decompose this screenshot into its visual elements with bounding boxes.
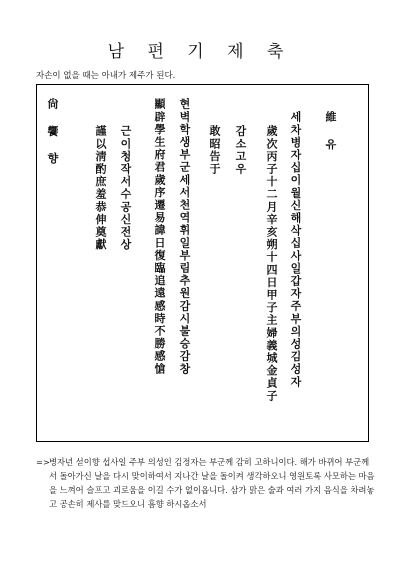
column-8: 근이청작서수공신전상 [119,125,132,251]
column-6: 현벽학생부군세서천역휘일부림추원감시불승감창 [178,98,191,376]
column-10: 尙 饗 향 [46,98,59,165]
prayer-frame [36,84,369,442]
column-7: 顯辟學生府君歲序遷易諱日復臨追遠感時不勝感愴 [153,98,166,376]
arrow-mark: => [36,457,50,467]
note-text: 자손이 없을 때는 아내가 제주가 된다. [36,71,176,81]
page-title: 남 편 기 제 축 [107,42,293,62]
column-5: 敢昭告于 [208,125,221,176]
column-2: 세차병자십이월신해삭십사일갑자주부의성김성자 [289,111,302,389]
column-4: 감소고우 [234,125,247,176]
column-1: 維 유 [324,111,337,151]
translation-text: 병자년 섣이향 섭사일 주부 의성인 김정자는 부군께 감히 고하니이다. 해가 바뀌어 부군께서 돌아가신 날을 다시 맞이하여서 지나간 날을 돌이켜 생각하오니 영원토록 사모하는 마음을 느껴어 슬프고 괴로움을 이길 수가 없이옵니다. 삼가 맑은 술과 여러 가지 음식을 차려놓고 공손히 제사를 맞드오니 흠향 하시옵소서 [49,457,375,509]
column-3: 歲次丙子十二月辛亥朔十四日甲子主婦義城金貞子 [265,125,278,403]
column-9: 謹以淸酌庶羞恭伸奠獻 [94,125,107,251]
translation [36,455,376,511]
